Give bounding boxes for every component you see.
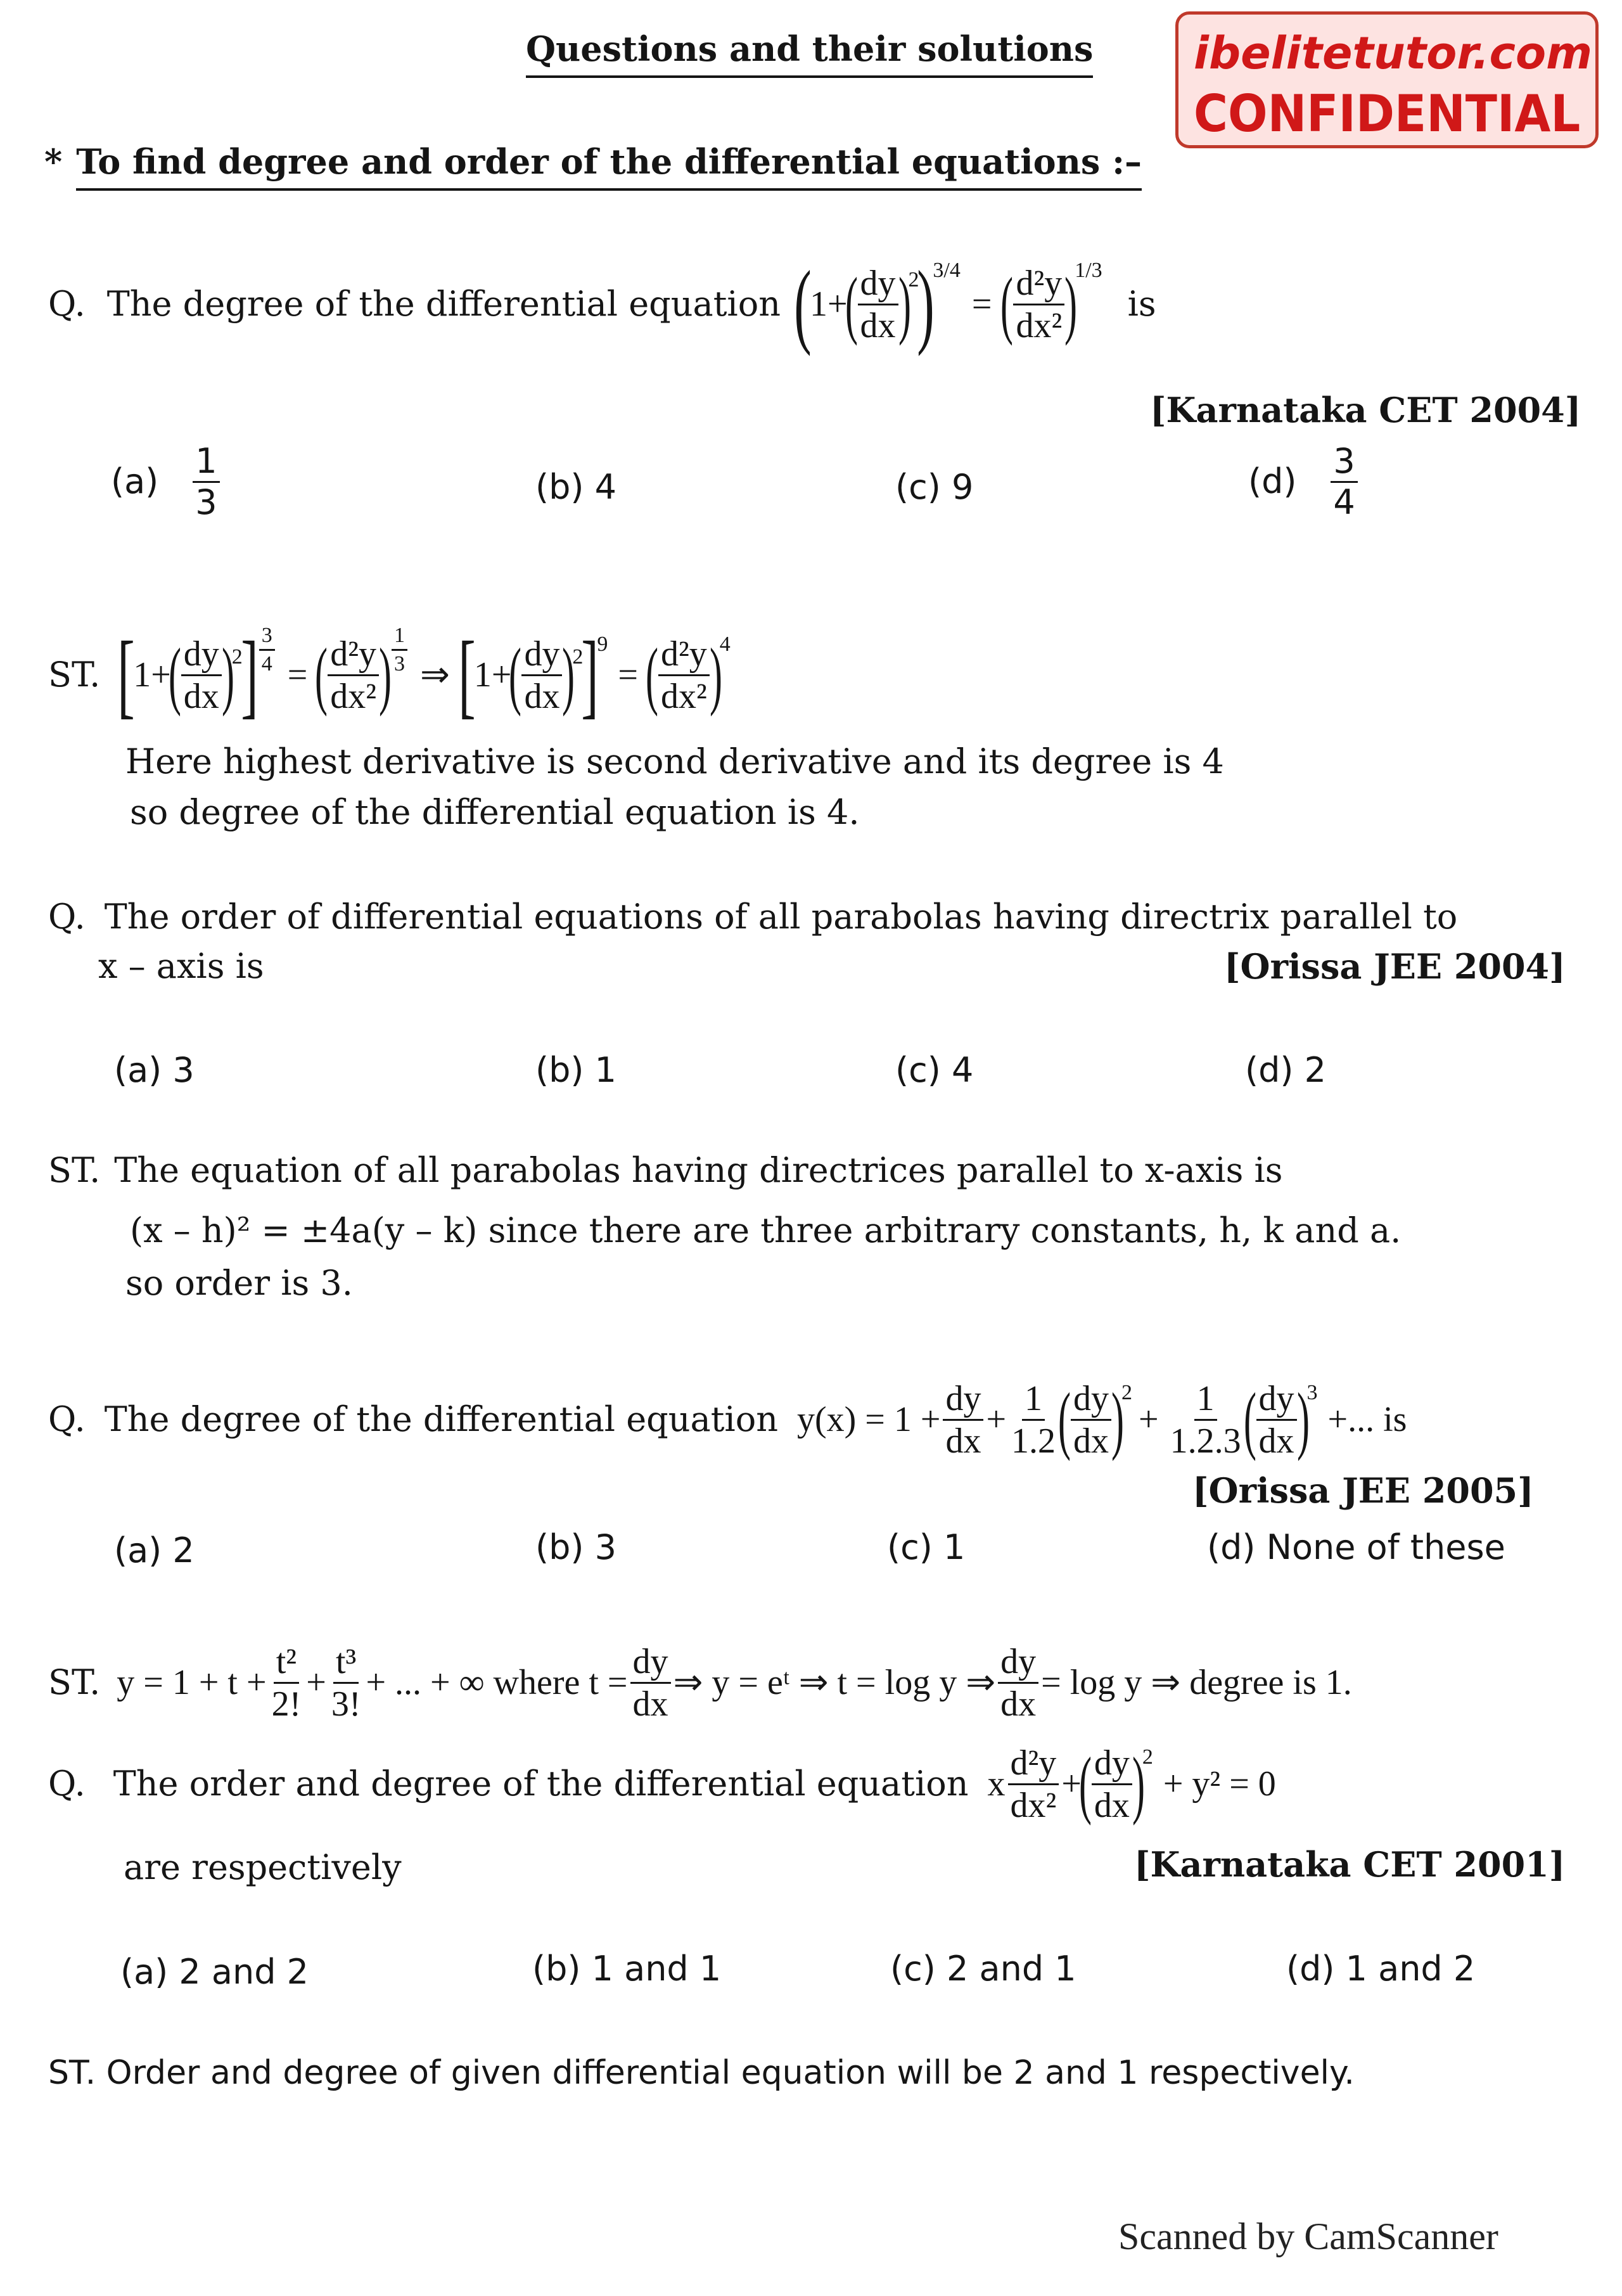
q1-option-a: (a) $\frac{1}{3}$ <box>111 444 222 520</box>
q1-label: Q. <box>48 284 86 324</box>
q1-option-b: (b) 4 <box>535 467 616 507</box>
q2-source: [Orissa JEE 2004] <box>1224 946 1566 987</box>
stamp-website: ibelitetutor.com <box>1194 27 1593 79</box>
q4-option-a: (a) 2 and 2 <box>120 1952 309 1992</box>
q1-text: The degree of the differential equation <box>106 284 781 324</box>
q2-question-line1: Q. The order of differential equations of all parabolas having directrix parallel to <box>48 897 1458 937</box>
q3-option-b: (b) 3 <box>535 1527 616 1567</box>
q3-solution: ST. y = 1 + t + $\frac{\text{t²}}{2!}$ + $\frac{\text{t³}}{3!}$ + ... + ∞ where t = $\frac{dy}{dx}$ ⇒ y = eᵗ ⇒ t = log y ⇒ $\frac{dy}{dx}$ = log y ⇒ degree is 1. <box>48 1641 1352 1724</box>
q4-source: [Karnataka CET 2001] <box>1134 1844 1566 1885</box>
q1-option-d: (d) $\frac{3}{4}$ <box>1248 444 1360 520</box>
q1-source: [Karnataka CET 2004] <box>1150 390 1581 430</box>
q2-option-c: (c) 4 <box>895 1050 974 1090</box>
q2-option-b: (b) 1 <box>535 1050 616 1090</box>
q2-question-line2: x – axis is <box>98 946 264 986</box>
stamp-confidential: CONFIDENTIAL <box>1194 84 1581 143</box>
page-title: Questions and their solutions <box>526 32 1093 66</box>
q4-question: Q. The order and degree of the differential equation x $\frac{\text{d²y}}{\text{dx²}}$ + ( $\frac{dy}{dx}$ ) 2 + y² = 0 <box>48 1741 1276 1826</box>
q3-option-a: (a) 2 <box>114 1530 195 1570</box>
q4-option-b: (b) 1 and 1 <box>532 1949 722 1989</box>
scanner-watermark: Scanned by CamScanner <box>1118 2216 1498 2257</box>
q1-solution-equation: ST. [ 1+ ( $\frac{dy}{dx}$ ) 2 ] $\frac{3}{4}$ = ( $\frac{\text{d²y}}{\text{dx²}}$ ) $\frac{1}{3}$ ⇒ [ 1+ ( $\frac{dy}{dx}$ ) 2 ] 9 = ( $\frac{\text{d²y}}{\text{dx²}}$ ) 4 <box>48 622 731 728</box>
q1-solution-line2: so degree of the differential equation is 4. <box>130 792 860 832</box>
q2-solution-line1: ST. The equation of all parabolas having directrices parallel to x-axis is <box>48 1150 1283 1190</box>
q4-option-c: (c) 2 and 1 <box>890 1949 1076 1989</box>
q4-solution: ST. Order and degree of given differential equation will be 2 and 1 respectively. <box>48 2054 1355 2092</box>
q1-solution-line1: Here highest derivative is second derivative and its degree is 4 <box>125 741 1224 781</box>
q1-option-c: (c) 9 <box>895 467 974 507</box>
q3-option-c: (c) 1 <box>887 1527 966 1567</box>
q3-question: Q. The degree of the differential equation y(x) = 1 + $\frac{dy}{dx}$ + $\frac{1}{1.2}$ ( $\frac{dy}{dx}$ ) 2 + $\frac{1}{1.2.3}$ ( $\frac{dy}{dx}$ ) 3 +... is <box>48 1377 1407 1461</box>
q3-option-d: (d) None of these <box>1207 1527 1505 1567</box>
q2-solution-line2: (x – h)² = ±4a(y – k) since there are three arbitrary constants, h, k and a. <box>130 1210 1402 1250</box>
q1-tail: is <box>1127 284 1156 324</box>
q3-source: [Orissa JEE 2005] <box>1192 1470 1534 1511</box>
q1-equation: ( 1+ ( $\frac{dy}{dx}$ ) 2 ) 3/4 = ( $\frac{\text{d²y}}{\text{dx²}}$ ) 1/3 <box>794 252 1102 357</box>
confidential-stamp <box>1175 11 1599 148</box>
q2-solution-line3: so order is 3. <box>125 1263 353 1303</box>
q4-question-line2: are respectively <box>124 1847 402 1887</box>
bullet-icon: * <box>44 141 63 182</box>
q2-option-a: (a) 3 <box>114 1050 195 1090</box>
q2-option-d: (d) 2 <box>1245 1050 1326 1090</box>
q4-option-d: (d) 1 and 2 <box>1286 1949 1476 1989</box>
section-heading: * To find degree and order of the differential equations :– <box>44 144 1142 179</box>
q1-question <box>48 241 1156 368</box>
